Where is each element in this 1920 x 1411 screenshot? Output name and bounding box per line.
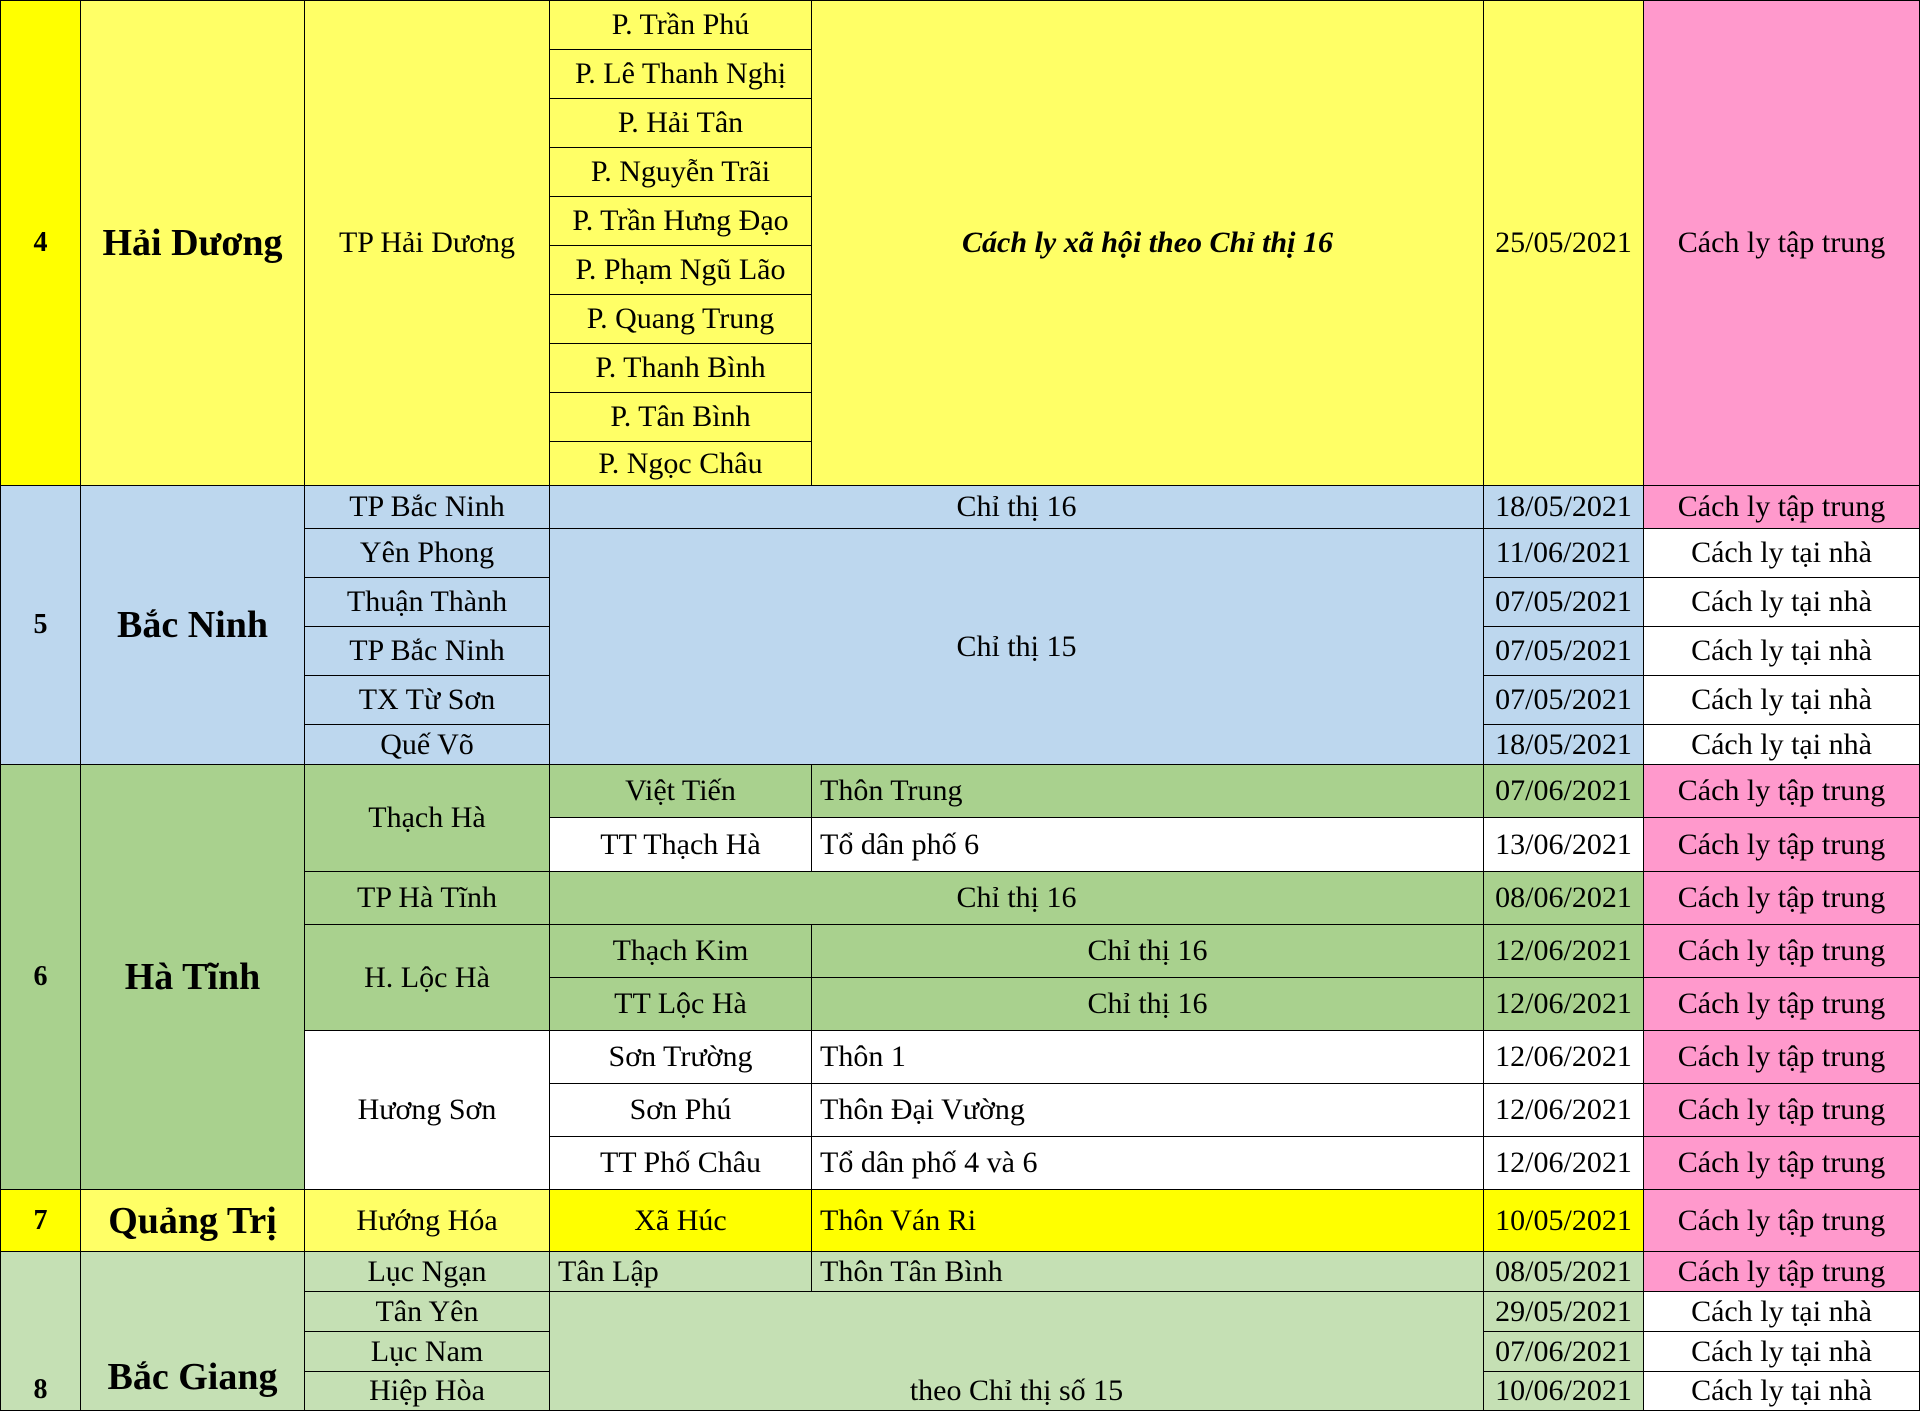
area-cell: Thôn Trung (811, 764, 1484, 818)
date-cell: 12/06/2021 (1483, 1083, 1644, 1137)
date-cell: 07/05/2021 (1483, 577, 1644, 627)
measure-cell: theo Chỉ thị số 15 (549, 1291, 1484, 1411)
quarantine-cell: Cách ly tập trung (1643, 1030, 1920, 1084)
date-cell: 07/06/2021 (1483, 1331, 1644, 1372)
ward-cell: P. Trần Hưng Đạo (549, 196, 812, 246)
area-cell: Tổ dân phố 6 (811, 817, 1484, 872)
province-cell: Hải Dương (80, 0, 305, 486)
quarantine-cell: Cách ly tập trung (1643, 1083, 1920, 1137)
quarantine-cell: Cách ly tập trung (1643, 1251, 1920, 1292)
ward-cell: P. Phạm Ngũ Lão (549, 245, 812, 295)
date-cell: 25/05/2021 (1483, 0, 1644, 486)
district-cell: Lục Ngạn (304, 1251, 550, 1292)
date-cell: 18/05/2021 (1483, 485, 1644, 529)
commune-cell: Việt Tiến (549, 764, 812, 818)
area-cell: Tổ dân phố 4 và 6 (811, 1136, 1484, 1190)
quarantine-cell: Cách ly tại nhà (1643, 675, 1920, 725)
commune-cell: Thạch Kim (549, 924, 812, 978)
date-cell: 13/06/2021 (1483, 817, 1644, 872)
quarantine-cell: Cách ly tại nhà (1643, 1331, 1920, 1372)
area-cell: Chỉ thị 16 (811, 924, 1484, 978)
quarantine-cell: Cách ly tại nhà (1643, 724, 1920, 765)
date-cell: 12/06/2021 (1483, 1136, 1644, 1190)
quarantine-cell: Cách ly tập trung (1643, 485, 1920, 529)
date-cell: 07/05/2021 (1483, 675, 1644, 725)
stt-cell: 4 (0, 0, 81, 486)
quarantine-cell: Cách ly tập trung (1643, 0, 1920, 486)
district-cell: Thạch Hà (304, 764, 550, 872)
area-cell: Thôn Ván Ri (811, 1189, 1484, 1252)
district-cell: TP Bắc Ninh (304, 485, 550, 529)
district-cell: H. Lộc Hà (304, 924, 550, 1031)
quarantine-cell: Cách ly tập trung (1643, 924, 1920, 978)
district-cell: TP Hà Tĩnh (304, 871, 550, 925)
date-cell: 07/05/2021 (1483, 626, 1644, 676)
date-cell: 12/06/2021 (1483, 924, 1644, 978)
quarantine-cell: Cách ly tập trung (1643, 1189, 1920, 1252)
date-cell: 08/06/2021 (1483, 871, 1644, 925)
date-cell: 07/06/2021 (1483, 764, 1644, 818)
quarantine-cell: Cách ly tại nhà (1643, 528, 1920, 578)
province-cell: Hà Tĩnh (80, 764, 305, 1190)
measure-cell: Chỉ thị 16 (549, 485, 1484, 529)
ward-cell: P. Lê Thanh Nghị (549, 49, 812, 99)
ward-cell: P. Nguyễn Trãi (549, 147, 812, 197)
date-cell: 12/06/2021 (1483, 1030, 1644, 1084)
district-cell: Hiệp Hòa (304, 1371, 550, 1411)
commune-cell: Sơn Phú (549, 1083, 812, 1137)
stt-cell: 8 (0, 1251, 81, 1411)
quarantine-cell: Cách ly tập trung (1643, 764, 1920, 818)
commune-cell: Xã Húc (549, 1189, 812, 1252)
date-cell: 18/05/2021 (1483, 724, 1644, 765)
quarantine-cell: Cách ly tại nhà (1643, 626, 1920, 676)
district-cell: Hướng Hóa (304, 1189, 550, 1252)
quarantine-cell: Cách ly tại nhà (1643, 1371, 1920, 1411)
date-cell: 10/06/2021 (1483, 1371, 1644, 1411)
ward-cell: P. Tân Bình (549, 392, 812, 442)
district-cell: Quế Võ (304, 724, 550, 765)
area-cell: Thôn 1 (811, 1030, 1484, 1084)
district-cell: TP Hải Dương (304, 0, 550, 486)
quarantine-cell: Cách ly tập trung (1643, 871, 1920, 925)
date-cell: 10/05/2021 (1483, 1189, 1644, 1252)
commune-cell: Tân Lập (549, 1251, 812, 1292)
measure-cell: Chỉ thị 15 (549, 528, 1484, 765)
commune-cell: Sơn Trường (549, 1030, 812, 1084)
district-cell: Lục Nam (304, 1331, 550, 1372)
stt-cell: 6 (0, 764, 81, 1190)
measure-cell: Chỉ thị 16 (549, 871, 1484, 925)
quarantine-cell: Cách ly tại nhà (1643, 1291, 1920, 1332)
district-cell: Yên Phong (304, 528, 550, 578)
district-cell: Hương Sơn (304, 1030, 550, 1190)
date-cell: 11/06/2021 (1483, 528, 1644, 578)
ward-cell: P. Trần Phú (549, 0, 812, 50)
quarantine-cell: Cách ly tập trung (1643, 977, 1920, 1031)
quarantine-cell: Cách ly tại nhà (1643, 577, 1920, 627)
province-cell: Bắc Ninh (80, 485, 305, 765)
area-cell: Thôn Đại Vường (811, 1083, 1484, 1137)
ward-cell: P. Quang Trung (549, 294, 812, 344)
commune-cell: TT Lộc Hà (549, 977, 812, 1031)
commune-cell: TT Thạch Hà (549, 817, 812, 872)
area-cell: Chỉ thị 16 (811, 977, 1484, 1031)
province-cell: Quảng Trị (80, 1189, 305, 1252)
district-cell: Thuận Thành (304, 577, 550, 627)
quarantine-cell: Cách ly tập trung (1643, 1136, 1920, 1190)
ward-cell: P. Ngọc Châu (549, 441, 812, 486)
stt-cell: 5 (0, 485, 81, 765)
province-cell: Bắc Giang (80, 1251, 305, 1411)
ward-cell: P. Hải Tân (549, 98, 812, 148)
district-cell: Tân Yên (304, 1291, 550, 1332)
date-cell: 29/05/2021 (1483, 1291, 1644, 1332)
stt-cell: 7 (0, 1189, 81, 1252)
area-cell: Thôn Tân Bình (811, 1251, 1484, 1292)
commune-cell: TT Phố Châu (549, 1136, 812, 1190)
measure-cell: Cách ly xã hội theo Chỉ thị 16 (811, 0, 1484, 486)
quarantine-cell: Cách ly tập trung (1643, 817, 1920, 872)
date-cell: 12/06/2021 (1483, 977, 1644, 1031)
ward-cell: P. Thanh Bình (549, 343, 812, 393)
date-cell: 08/05/2021 (1483, 1251, 1644, 1292)
district-cell: TX Từ Sơn (304, 675, 550, 725)
district-cell: TP Bắc Ninh (304, 626, 550, 676)
